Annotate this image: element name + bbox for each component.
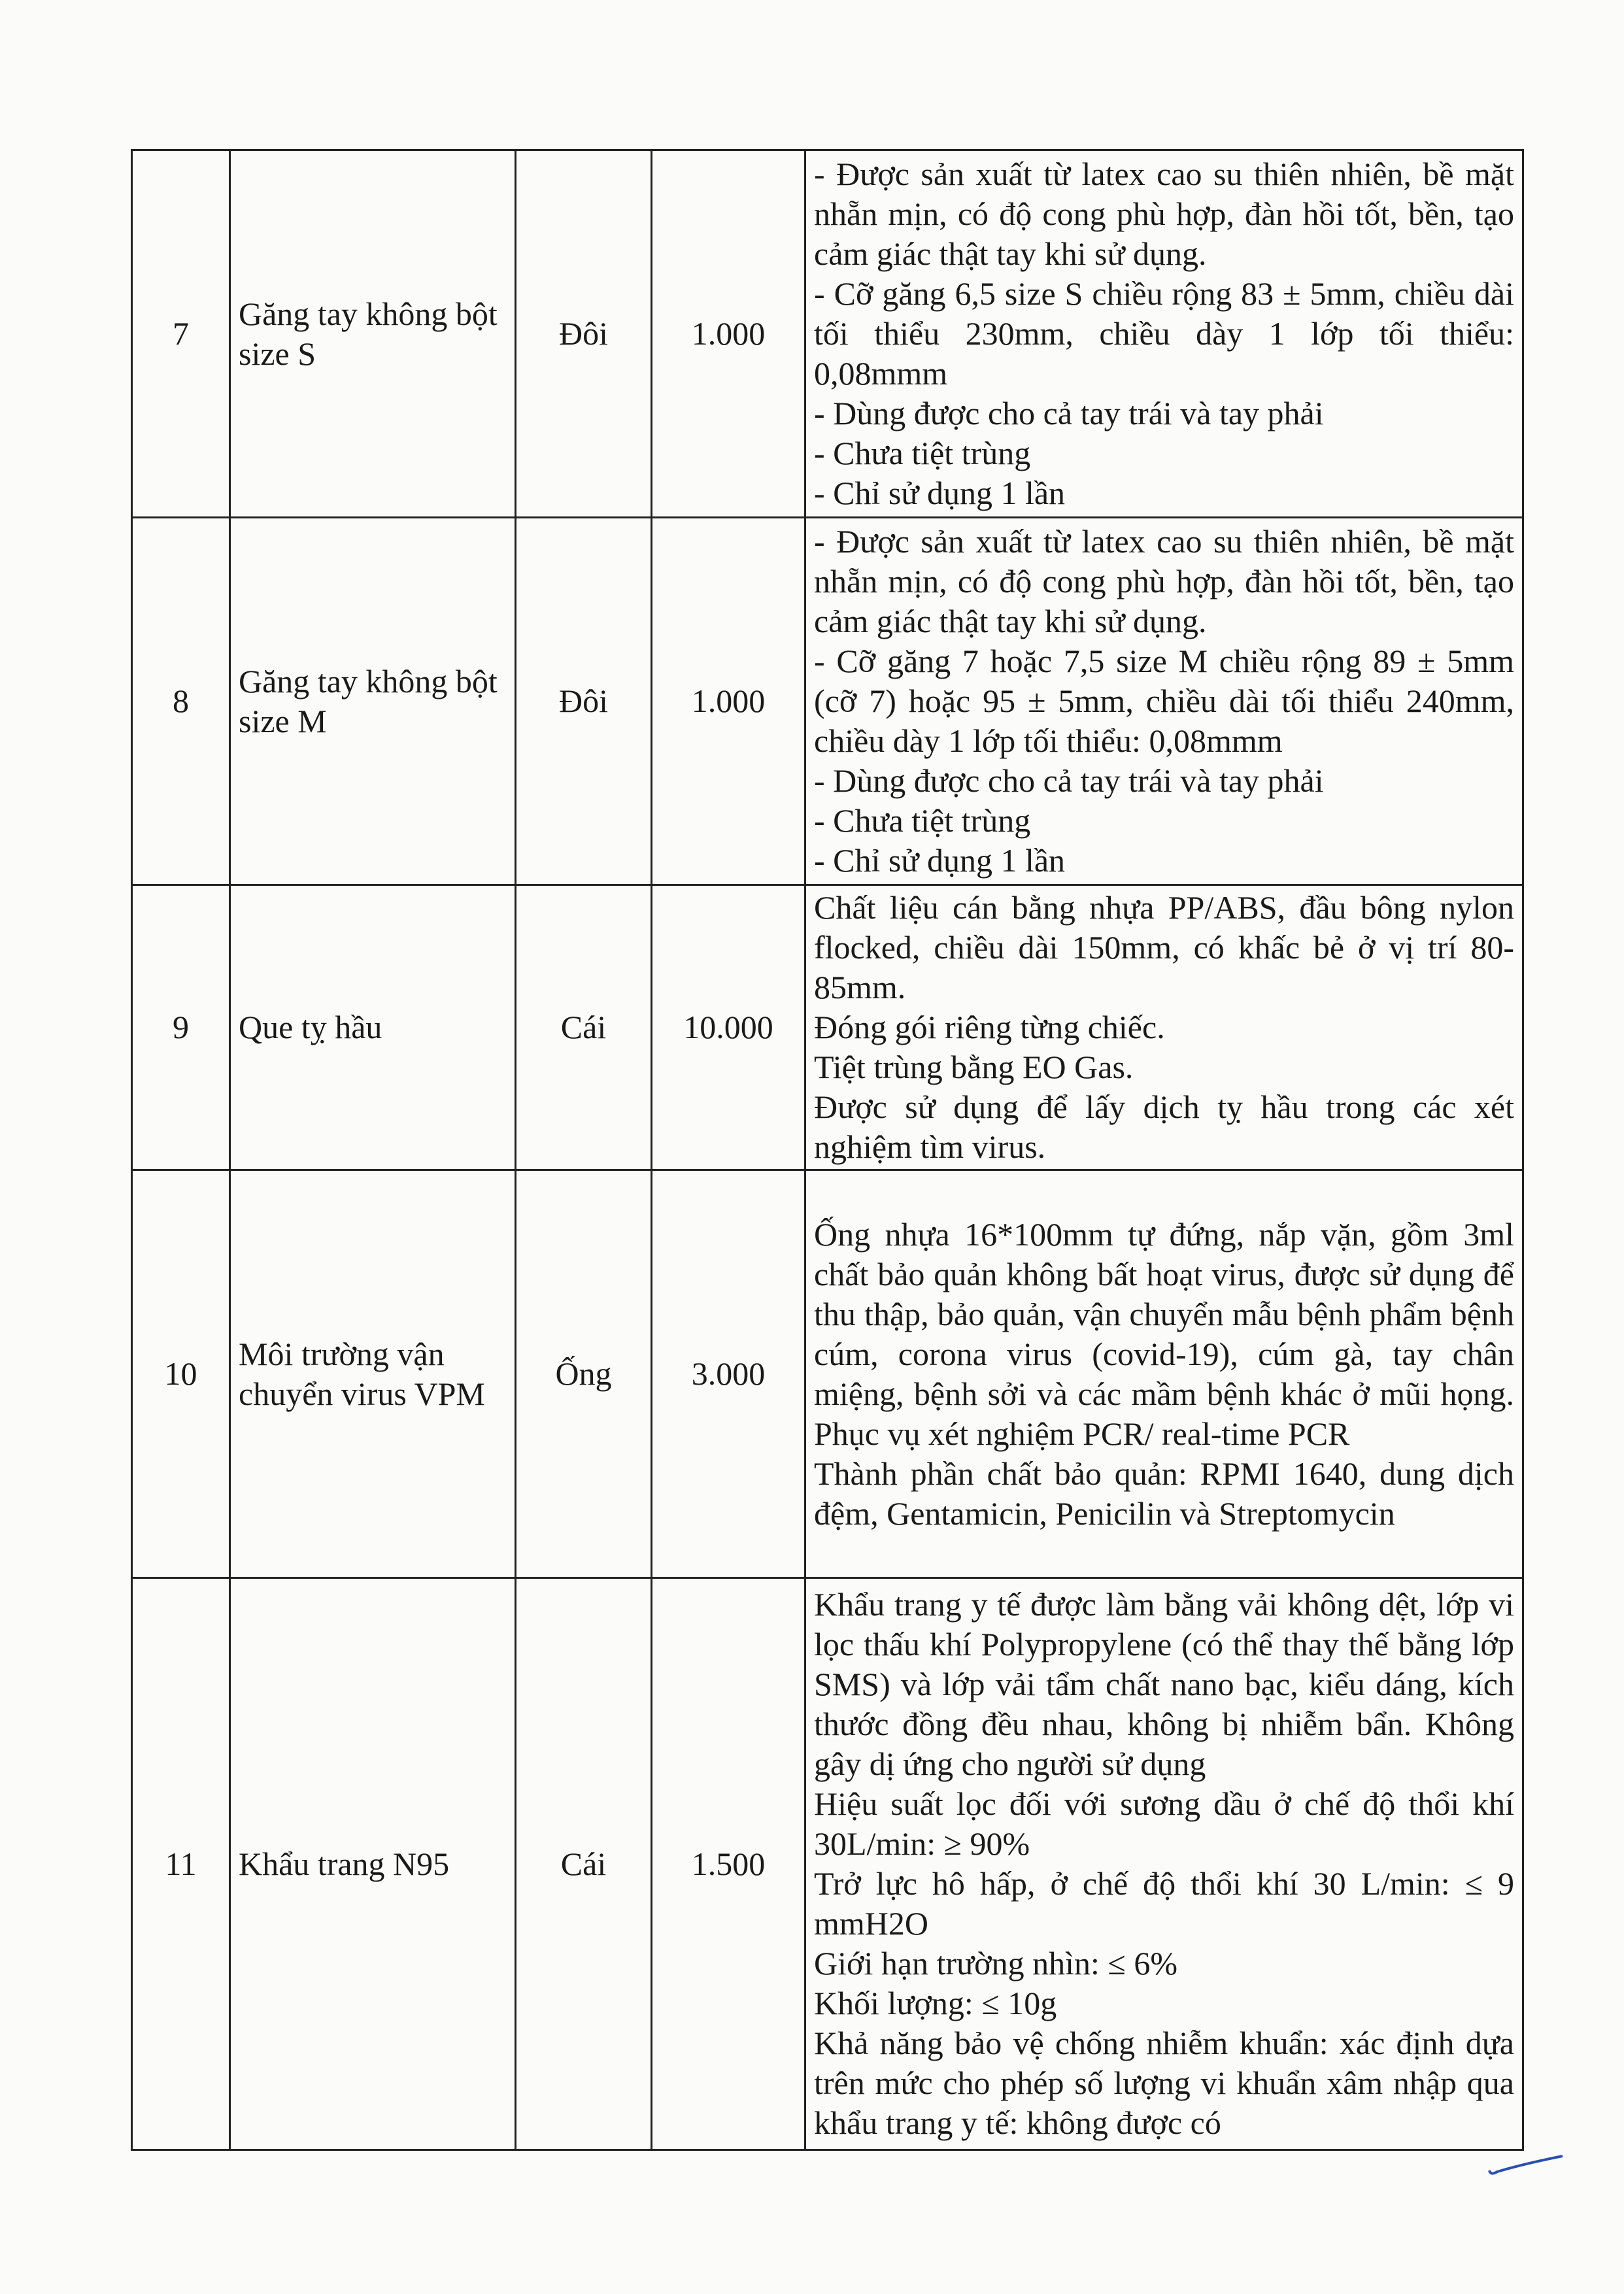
item-name: Khẩu trang N95	[230, 1578, 516, 2150]
specification-line: - Dùng được cho cả tay trái và tay phải	[814, 762, 1324, 799]
spec-table	[131, 149, 1524, 2151]
specification-line: - Dùng được cho cả tay trái và tay phải	[814, 395, 1324, 431]
handwritten-mark-icon	[1484, 2151, 1569, 2177]
item-name: Găng tay không bột size M	[230, 518, 516, 885]
item-unit: Đôi	[516, 150, 652, 518]
item-specification	[805, 150, 1523, 518]
table-row	[132, 1578, 1523, 2150]
specification-line: Đóng gói riêng từng chiếc.	[814, 1009, 1165, 1045]
specification-line: - Chỉ sử dụng 1 lần	[814, 842, 1066, 879]
specification-line: - Được sản xuất từ latex cao su thiên nhiên, bề mặt nhẵn mịn, có độ cong phù hợp, đàn hồi tốt, bền, tạo cảm giác thật tay khi sử dụng.	[814, 523, 1514, 639]
spec-table-body	[132, 150, 1523, 2150]
item-quantity: 1.000	[652, 518, 805, 885]
item-unit: Ống	[516, 1170, 652, 1578]
specification-line: Trở lực hô hấp, ở chế độ thổi khí 30 L/min: ≤ 9 mmH2O	[814, 1865, 1514, 1942]
specification-line: Được sử dụng để lấy dịch tỵ hầu trong các xét nghiệm tìm virus.	[814, 1088, 1514, 1165]
specification-line: Tiệt trùng bằng EO Gas.	[814, 1049, 1134, 1085]
specification-line: - Chỉ sử dụng 1 lần	[814, 475, 1066, 511]
item-quantity: 1.500	[652, 1578, 805, 2150]
item-name: Găng tay không bột size S	[230, 150, 516, 518]
item-quantity: 1.000	[652, 150, 805, 518]
specification-line: - Được sản xuất từ latex cao su thiên nhiên, bề mặt nhẵn mịn, có độ cong phù hợp, đàn hồi tốt, bền, tạo cảm giác thật tay khi sử dụng.	[814, 156, 1514, 272]
item-specification	[805, 885, 1523, 1170]
item-unit: Cái	[516, 885, 652, 1170]
table-row	[132, 1170, 1523, 1578]
item-quantity: 3.000	[652, 1170, 805, 1578]
row-number: 11	[132, 1578, 230, 2150]
specification-line: Ống nhựa 16*100mm tự đứng, nắp vặn, gồm 3ml chất bảo quản không bất hoạt virus, được sử dụng để thu thập, bảo quản, vận chuyển mẫu bệnh phẩm bệnh cúm, corona virus (covid-19), cúm gà, tay chân miệng, bệnh sởi và các mầm bệnh khác ở mũi họng. Phục vụ xét nghiệm PCR/ real-time PCR	[814, 1215, 1514, 1452]
item-specification	[805, 1578, 1523, 2150]
specification-line: - Cỡ găng 7 hoặc 7,5 size M chiều rộng 89 ± 5mm (cỡ 7) hoặc 95 ± 5mm, chiều dài tối thiểu 240mm, chiều dày 1 lớp tối thiểu: 0,08mmm	[814, 643, 1514, 759]
specification-line: Thành phần chất bảo quản: RPMI 1640, dung dịch đệm, Gentamicin, Penicilin và Streptomycin	[814, 1455, 1514, 1532]
specification-line: - Cỡ găng 6,5 size S chiều rộng 83 ± 5mm, chiều dài tối thiểu 230mm, chiều dày 1 lớp tối thiểu: 0,08mmm	[814, 275, 1514, 392]
item-unit: Cái	[516, 1578, 652, 2150]
item-quantity: 10.000	[652, 885, 805, 1170]
table-row	[132, 885, 1523, 1170]
specification-line: Khả năng bảo vệ chống nhiễm khuẩn: xác định dựa trên mức cho phép số lượng vi khuẩn xâm nhập qua khẩu trang y tế: không được có	[814, 2025, 1514, 2141]
specification-line: Khối lượng: ≤ 10g	[814, 1985, 1057, 2021]
row-number: 10	[132, 1170, 230, 1578]
table-row	[132, 150, 1523, 518]
row-number: 9	[132, 885, 230, 1170]
item-specification	[805, 1170, 1523, 1578]
specification-line: - Chưa tiệt trùng	[814, 435, 1031, 471]
row-number: 7	[132, 150, 230, 518]
item-unit: Đôi	[516, 518, 652, 885]
item-name: Que tỵ hầu	[230, 885, 516, 1170]
item-name: Môi trường vận chuyển virus VPM	[230, 1170, 516, 1578]
row-number: 8	[132, 518, 230, 885]
specification-line: Khẩu trang y tế được làm bằng vải không dệt, lớp vi lọc thấu khí Polypropylene (có thể thay thế bằng lớp SMS) và lớp vải tẩm chất nano bạc, kiểu dáng, kích thước đồng đều nhau, không bị nhiễm bẩn. Không gây dị ứng cho người sử dụng	[814, 1586, 1514, 1782]
specification-line: Giới hạn trường nhìn: ≤ 6%	[814, 1945, 1177, 1982]
specification-line: Chất liệu cán bằng nhựa PP/ABS, đầu bông nylon flocked, chiều dài 150mm, có khấc bẻ ở vị trí 80-85mm.	[814, 889, 1514, 1005]
item-specification	[805, 518, 1523, 885]
specification-line: Hiệu suất lọc đối với sương dầu ở chế độ thổi khí 30L/min: ≥ 90%	[814, 1785, 1514, 1862]
table-row	[132, 518, 1523, 885]
specification-line: - Chưa tiệt trùng	[814, 802, 1031, 839]
